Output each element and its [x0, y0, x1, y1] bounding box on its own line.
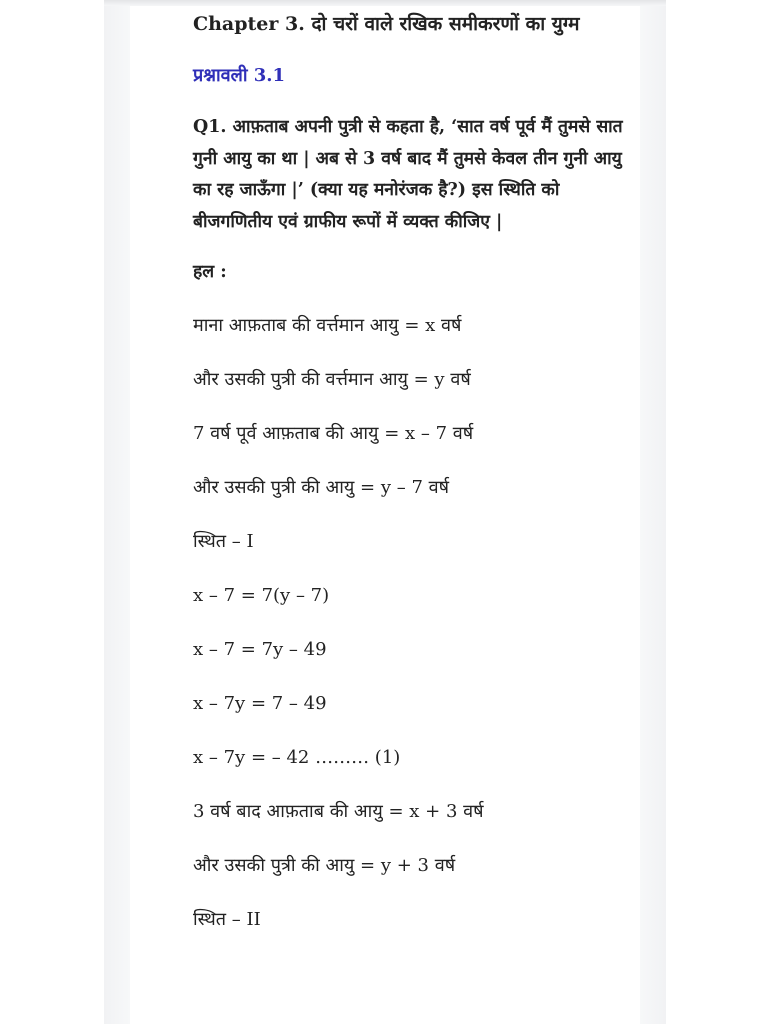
solution-step: और उसकी पुत्री की वर्त्तमान आयु = y वर्ष: [193, 369, 471, 390]
solution-step: 3 वर्ष बाद आफ़ताब की आयु = x + 3 वर्ष: [193, 801, 484, 822]
article-content: [193, 8, 633, 936]
solution-step: x – 7 = 7y – 49: [193, 639, 327, 660]
solution-step: और उसकी पुत्री की आयु = y – 7 वर्ष: [193, 477, 450, 498]
solution-step: स्थित – I: [193, 531, 254, 552]
solution-step: 7 वर्ष पूर्व आफ़ताब की आयु = x – 7 वर्ष: [193, 423, 474, 444]
card-top-shadow: [104, 0, 666, 6]
chapter-title: Chapter 3. दो चरों वाले रखिक समीकरणों का युग्म: [193, 13, 580, 35]
solution-step: x – 7 = 7(y – 7): [193, 585, 330, 606]
card-left-shadow: [104, 0, 130, 1024]
exercise-title: प्रश्नावली 3.1: [193, 65, 286, 86]
question-text: Q1. आफ़ताब अपनी पुत्री से कहता है, ‘सात वर्ष पूर्व मैं तुमसे सात गुनी आयु का था | अब से 3 वर्ष बाद मैं तुमसे केवल तीन गुनी आयु का रह जाऊँगा |’ (क्या यह मनोरंजक है?) इस स्थिति को बीजगणितीय एवं ग्राफीय रूपों में व्यक्त कीजिए |: [193, 117, 623, 232]
solution-step: x – 7y = – 42 ……… (1): [193, 747, 401, 768]
solution-step: x – 7y = 7 – 49: [193, 693, 327, 714]
card-right-shadow: [640, 0, 666, 1024]
solution-step: और उसकी पुत्री की आयु = y + 3 वर्ष: [193, 855, 456, 876]
solution-label: हल :: [193, 262, 227, 282]
solution-step: माना आफ़ताब की वर्त्तमान आयु = x वर्ष: [193, 315, 462, 336]
solution-step: स्थित – II: [193, 909, 261, 930]
